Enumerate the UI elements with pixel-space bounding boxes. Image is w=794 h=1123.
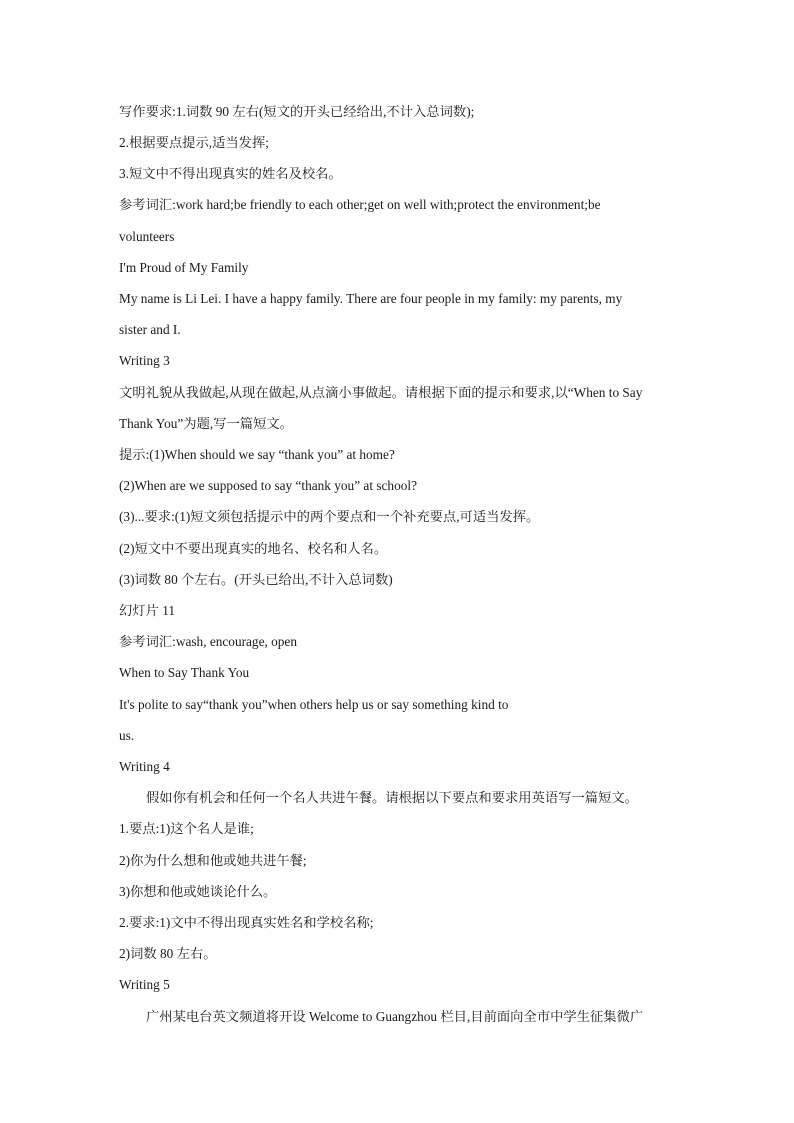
reference-vocabulary-2-line: 参考词汇:wash, encourage, open [119,634,297,649]
points-3-line: 3)你想和他或她谈论什么。 [119,884,277,899]
requirement-names-line: (2)短文中不要出现真实的地名、校名和人名。 [119,541,388,556]
writing-requirements-line: 写作要求:1.词数 90 左右(短文的开头已经给出,不计入总词数); [119,104,475,119]
essay-title-2-line: When to Say Thank You [119,665,250,680]
reference-vocabulary-line: 参考词汇:work hard;be friendly to each other;get on well with;protect the environment;be [119,197,601,212]
slide-label-line: 幻灯片 11 [119,603,176,618]
hint-1-line: 提示:(1)When should we say “thank you” at home? [119,447,395,462]
requirements-1-line: 2.要求:1)文中不得出现真实姓名和学校名称; [119,915,374,930]
reference-vocabulary-continued-line: volunteers [119,229,175,244]
requirements-2-line: 2)词数 80 左右。 [119,946,217,961]
writing-4-prompt-line: 假如你有机会和任何一个名人共进午餐。请根据以下要点和要求用英语写一篇短文。 [146,790,638,805]
writing-5-prompt-line: 广州某电台英文频道将开设 Welcome to Guangzhou 栏目,目前面向全市中学生征集微广 [146,1009,644,1024]
writing-3-heading: Writing 3 [119,353,170,368]
essay-title-line: I'm Proud of My Family [119,260,249,275]
essay-opening-line: My name is Li Lei. I have a happy family. There are four people in my family: my parents, my [119,291,623,306]
hint-3-requirement-line: (3)...要求:(1)短文须包括提示中的两个要点和一个补充要点,可适当发挥。 [119,509,540,524]
essay-opening-2-continued-line: us. [119,728,135,743]
points-1-line: 1.要点:1)这个名人是谁; [119,821,254,836]
writing-3-prompt-continued-line: Thank You”为题,写一篇短文。 [119,416,293,431]
writing-3-prompt-line: 文明礼貌从我做起,从现在做起,从点滴小事做起。请根据下面的提示和要求,以“When to Say [119,385,643,400]
writing-4-heading: Writing 4 [119,759,170,774]
essay-opening-2-line: It's polite to say“thank you”when others help us or say something kind to [119,697,509,712]
requirement-word-count-line: (3)词数 80 个左右。(开头已给出,不计入总词数) [119,572,393,587]
essay-opening-continued-line: sister and I. [119,322,181,337]
requirement-2-line: 2.根据要点提示,适当发挥; [119,135,269,150]
points-2-line: 2)你为什么想和他或她共进午餐; [119,853,307,868]
hint-2-line: (2)When are we supposed to say “thank you” at school? [119,478,417,493]
requirement-3-line: 3.短文中不得出现真实的姓名及校名。 [119,166,342,181]
writing-5-heading: Writing 5 [119,977,170,992]
